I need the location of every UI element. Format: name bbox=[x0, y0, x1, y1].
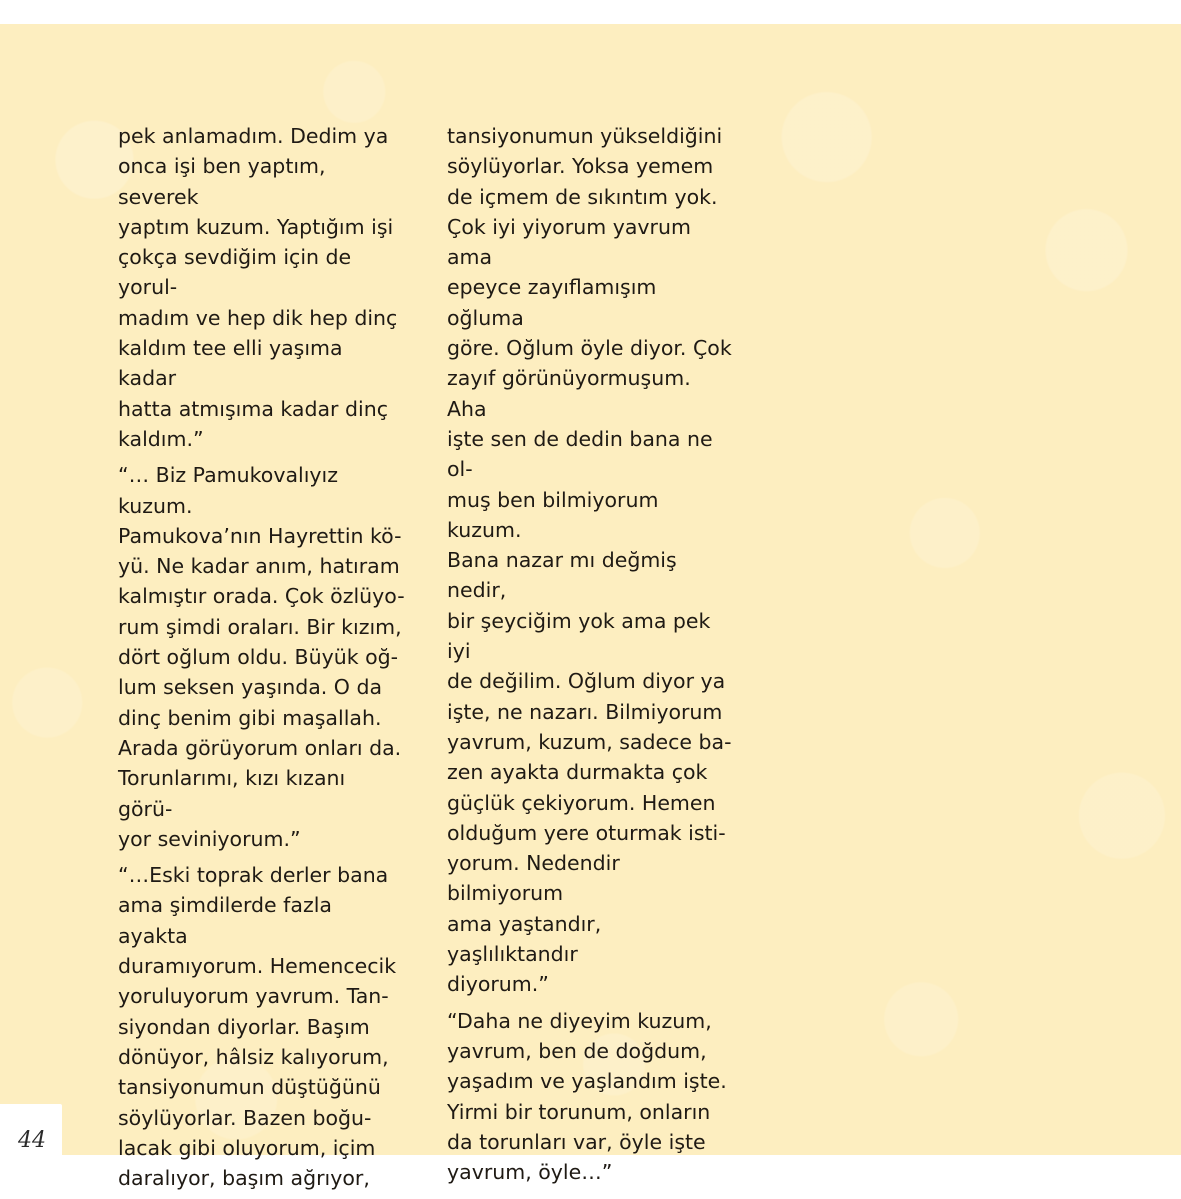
page-number: 44 bbox=[18, 1128, 46, 1153]
right-paragraph-2: “Daha ne diyeyim kuzum, yavrum, ben de doğdum, yaşadım ve yaşlandım işte. Yirmi bir torunum, onların da torunları var, öyle işte yavrum, öyle…” bbox=[447, 1008, 727, 1185]
left-paragraph-3: “…Eski toprak derler bana ama şimdilerde fazla ayakta duramıyorum. Hemencecik yoruluyorum yavrum. Tan- siyondan diyorlar. Başım dönüyor, hâlsiz kalıyorum, tansiyonumun düştüğünü söylüyorlar. Bazen boğu- lacak gibi oluyorum, içim daralıyor, başım ağrıyor, bbox=[118, 863, 397, 1191]
right-text-column bbox=[447, 121, 734, 1193]
right-paragraph-1: tansiyonumun yükseldiğini söylüyorlar. Yoksa yemem de içmem de sıkıntım yok. Çok iyi yiyorum yavrum ama epeyce zayıflamışım oğluma göre. Oğlum öyle diyor. Çok zayıf görünüyormuşum. Aha işte sen de dedin bana ne ol- muş ben bilmiyorum kuzum. Bana nazar mı değmiş nedir, bir şeyciğim yok ama pek iyi de değilim. Oğlum diyor ya işte, ne nazarı. Bilmiyorum yavrum, kuzum, sadece ba- zen ayakta durmakta çok güçlük çekiyorum. Hemen olduğum yere oturmak isti- yorum. Nedendir bilmiyorum ama yaştandır, yaşlılıktandır diyorum.” bbox=[447, 124, 732, 997]
left-paragraph-2: “… Biz Pamukovalıyız kuzum. Pamukova’nın Hayrettin kö- yü. Ne kadar anım, hatıram kalmıştır orada. Çok özlüyo- rum şimdi oraları. Bir kızım, dört oğlum oldu. Büyük oğ- lum seksen yaşında. O da dinç benim gibi maşallah. Arada görüyorum onları da. Torunlarımı, kızı kızanı görü- yor seviniyorum.” bbox=[118, 463, 405, 851]
left-paragraph-1: pek anlamadım. Dedim ya onca işi ben yaptım, severek yaptım kuzum. Yaptığım işi çokça sevdiğim için de yorul- madım ve hep dik hep dinç kaldım tee elli yaşıma kadar hatta atmışıma kadar dinç kaldım.” bbox=[118, 124, 398, 451]
left-text-column bbox=[118, 121, 405, 1199]
